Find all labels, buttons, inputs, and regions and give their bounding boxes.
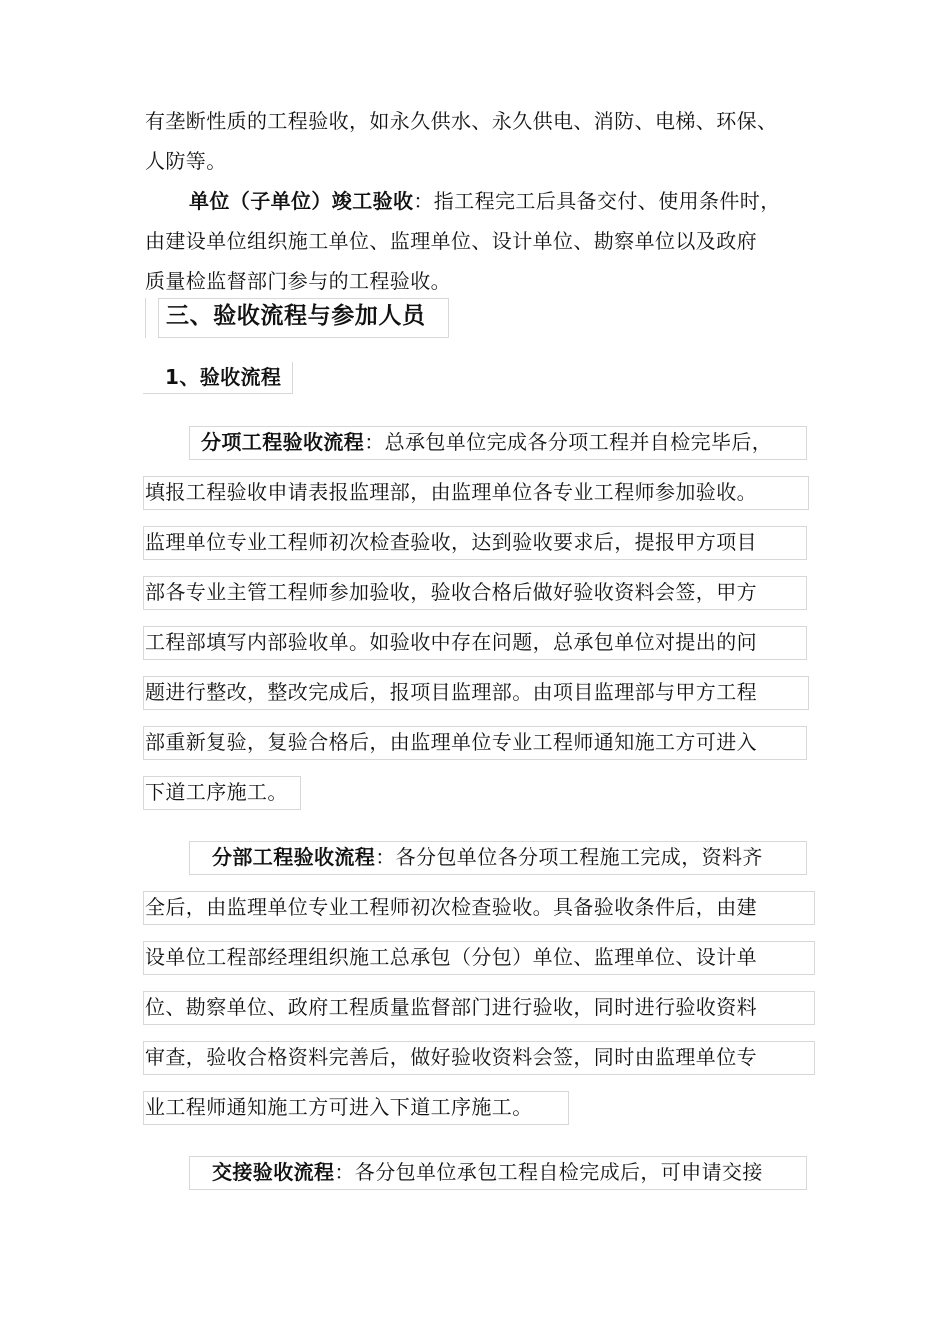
heading-left-rule	[145, 298, 146, 338]
subitem-flow-line-7: 部重新复验，复验合格后，由监理单位专业工程师通知施工方可进入	[145, 730, 757, 754]
unit-acceptance-line-2: 由建设单位组织施工单位、监理单位、设计单位、勘察单位以及政府	[145, 229, 757, 253]
unit-acceptance-text: ：指工程完工后具备交付、使用条件时，	[413, 189, 781, 213]
division-flow-line-1: 分部工程验收流程：各分包单位各分项工程施工完成，资料齐	[212, 845, 763, 869]
section-heading: 三、验收流程与参加人员	[166, 303, 426, 329]
subitem-flow-line-4: 部各专业主管工程师参加验收，验收合格后做好验收资料会签，甲方	[145, 580, 757, 604]
division-flow-term: 分部工程验收流程	[212, 845, 376, 869]
unit-acceptance-line-1	[189, 187, 781, 215]
division-flow-line-5: 审查，验收合格资料完善后，做好验收资料会签，同时由监理单位专	[145, 1045, 757, 1069]
sub-heading-right-rule	[292, 362, 293, 393]
sub-heading: 1、验收流程	[165, 365, 282, 389]
subitem-flow-line-1: 分项工程验收流程：总承包单位完成各分项工程并自检完毕后，	[201, 430, 773, 454]
division-flow-line-2: 全后，由监理单位专业工程师初次检查验收。具备验收条件后，由建	[145, 895, 757, 919]
unit-acceptance-line-3: 质量检监督部门参与的工程验收。	[145, 269, 451, 293]
intro-line-2: 人防等。	[145, 149, 227, 173]
handover-flow-line-1: 交接验收流程：各分包单位承包工程自检完成后，可申请交接	[212, 1160, 763, 1184]
sub-heading-underline	[143, 393, 293, 394]
subitem-flow-line-6: 题进行整改，整改完成后，报项目监理部。由项目监理部与甲方工程	[145, 680, 757, 704]
handover-flow-term: 交接验收流程	[212, 1160, 335, 1184]
subitem-flow-term: 分项工程验收流程	[201, 430, 365, 454]
division-flow-line-4: 位、勘察单位、政府工程质量监督部门进行验收，同时进行验收资料	[145, 995, 757, 1019]
intro-line-1: 有垄断性质的工程验收，如永久供水、永久供电、消防、电梯、环保、	[145, 109, 778, 133]
subitem-flow-line-2: 填报工程验收申请表报监理部，由监理单位各专业工程师参加验收。	[145, 480, 757, 504]
unit-acceptance-term: 单位（子单位）竣工验收	[189, 189, 414, 213]
subitem-flow-line-3: 监理单位专业工程师初次检查验收，达到验收要求后，提报甲方项目	[145, 530, 757, 554]
subitem-flow-line-5: 工程部填写内部验收单。如验收中存在问题，总承包单位对提出的问	[145, 630, 757, 654]
division-flow-line-3: 设单位工程部经理组织施工总承包（分包）单位、监理单位、设计单	[145, 945, 757, 969]
subitem-flow-line-8: 下道工序施工。	[145, 780, 288, 804]
division-flow-line-6: 业工程师通知施工方可进入下道工序施工。	[145, 1095, 533, 1119]
